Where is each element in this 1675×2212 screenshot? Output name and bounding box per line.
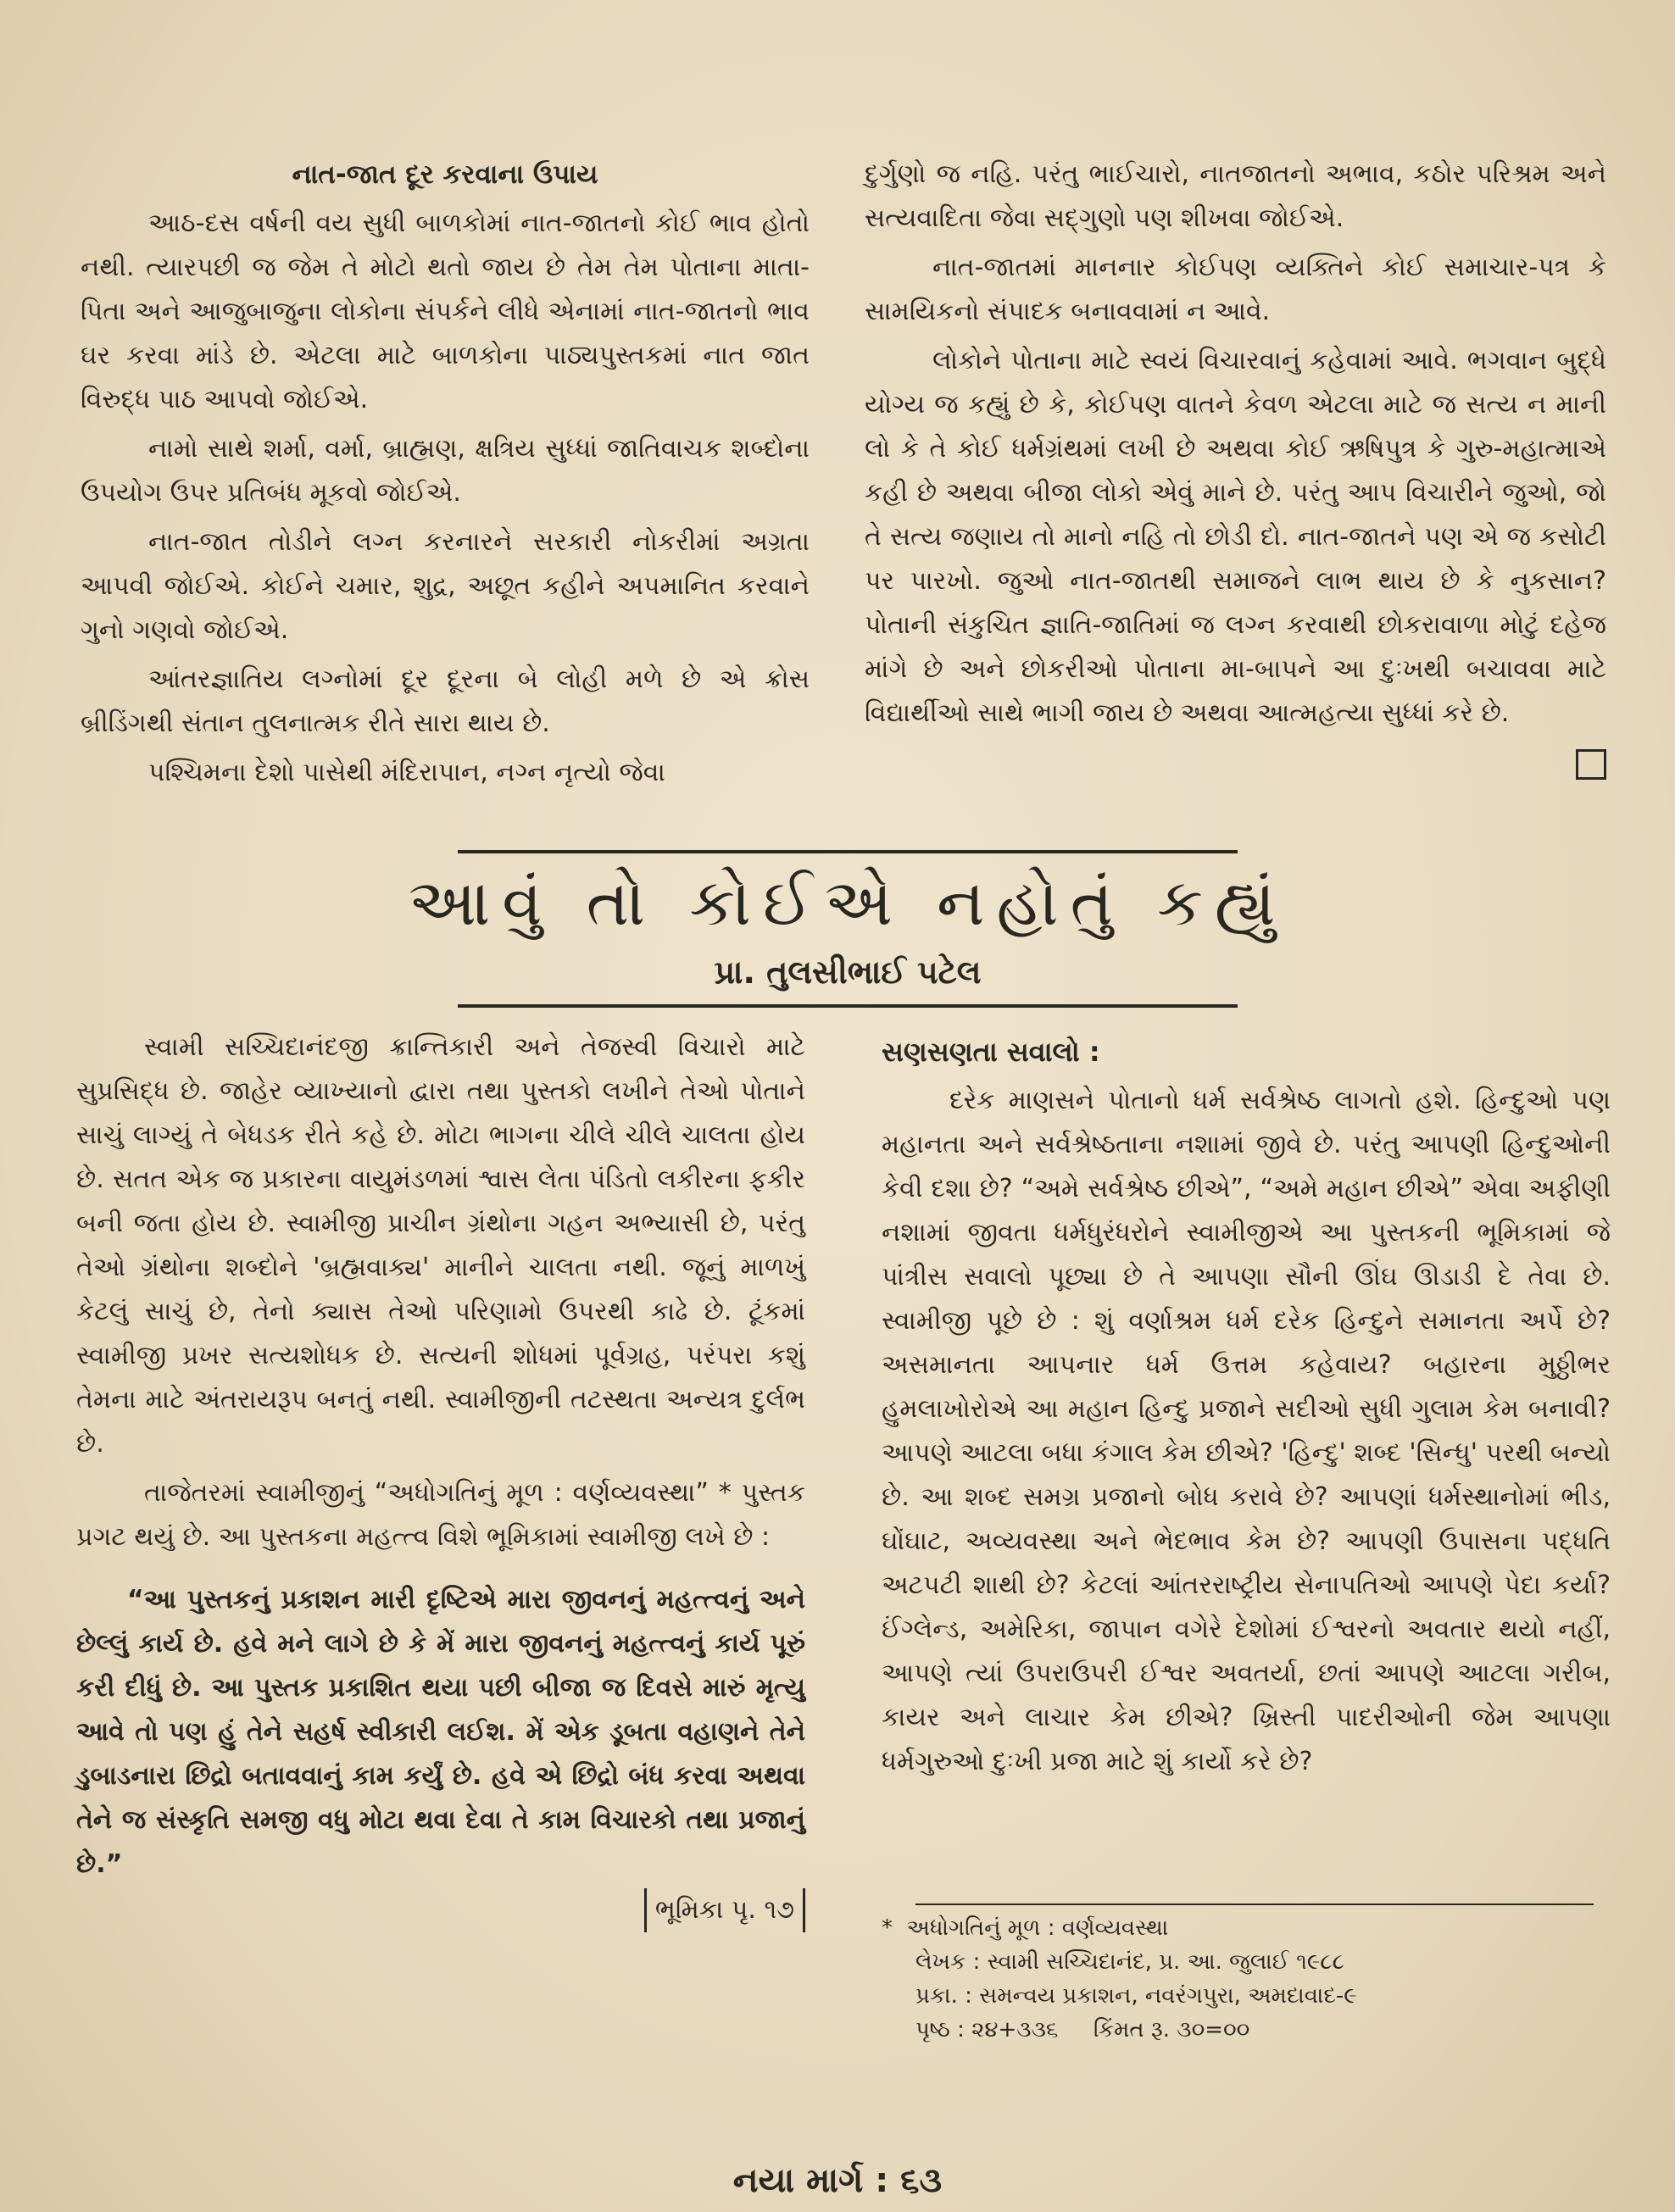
- paragraph: તાજેતરમાં સ્વામીજીનું “અધોગતિનું મૂળ : વર્ણવ્યવસ્થા” * પુસ્તક પ્રગટ થયું છે. આ પુસ્તકના મહત્ત્વ વિશે ભૂમિકામાં સ્વામીજી લખે છે :: [76, 1478, 805, 1552]
- book-quote: [76, 1578, 805, 1887]
- paragraph: નાત-જાતમાં માનનાર કોઈપણ વ્યક્તિને કોઈ સમાચાર-પત્ર કે સામયિકનો સંપાદક બનાવવામાં ન આવે.: [865, 253, 1606, 326]
- book-footnote: [882, 1911, 1594, 2047]
- top-left-column: [81, 153, 810, 800]
- paragraph: આંતરજ્ઞાતિય લગ્નોમાં દૂર દૂરના બે લોહી મળે છે એ ક્રોસ બ્રીડિંગથી સંતાન તુલનાત્મક રીતે સારા થાય છે.: [81, 664, 810, 738]
- paragraph: નાત-જાત તોડીને લગ્ન કરનારને સરકારી નોકરીમાં અગ્રતા આપવી જોઈએ. કોઈને ચમાર, શુદ્ર, અછૂત કહીને અપમાનિત કરવાને ગુનો ગણવો જોઈએ.: [81, 527, 810, 645]
- article-byline: પ્રા. તુલસીભાઈ પટેલ: [714, 953, 982, 991]
- end-of-article-box: [1576, 749, 1606, 780]
- section-heading-questions: સણસણતા સવાલો :: [882, 1036, 1100, 1068]
- footnote-pages-price: પૃષ્ઠ : ૨૪+૩૩૬ કિંમત રૂ. ૩૦=૦૦: [915, 2017, 1250, 2042]
- citation-text: ભૂમિકા પૃ. ૧૭: [644, 1888, 805, 1932]
- quote-text: “આ પુસ્તકનું પ્રકાશન મારી દૃષ્ટિએ મારા જીવનનું મહત્ત્વનું અને છેલ્લું કાર્ય છે. હવે મને લાગે છે કે મેં મારા જીવનનું મહત્ત્વનું કાર્ય પૂરું કરી દીધું છે. આ પુસ્તક પ્રકાશિત થયા પછી બીજા જ દિવસે મારું મૃત્યુ આવે તો પણ હું તેને સહર્ષ સ્વીકારી લઈશ. મેં એક ડૂબતા વહાણને તેને ડુબાડનારા છિદ્રો બતાવવાનું કામ કર્યું છે. હવે એ છિદ્રો બંધ કરવા અથવા તેને જ સંસ્કૃતિ સમજી વધુ મોટા થવા દેવા તે કામ વિચારકો તથા પ્રજાનું છે.”: [76, 1585, 805, 1879]
- paragraph: નામો સાથે શર્મા, વર્મા, બ્રાહ્મણ, ક્ષત્રિય સુધ્ધાં જાતિવાચક શબ્દોના ઉપયોગ ઉપર પ્રતિબંધ મૂકવો જોઈએ.: [81, 434, 810, 508]
- title-rule-bottom: [458, 1004, 1238, 1008]
- bottom-right-column: [882, 1030, 1611, 1789]
- footnote-rule: [915, 1904, 1594, 1905]
- section-heading-caste-remedies: નાત-જાત દૂર કરવાના ઉપાય: [292, 159, 598, 190]
- bottom-left-column: [76, 1025, 805, 1932]
- quote-citation: [76, 1888, 805, 1932]
- paragraph: દરેક માણસને પોતાનો ધર્મ સર્વશ્રેષ્ઠ લાગતો હશે. હિન્દુઓ પણ મહાનતા અને સર્વશ્રેષ્ઠતાના નશામાં જીવે છે. પરંતુ આપણી હિન્દુઓની કેવી દશા છે? “અમે સર્વશ્રેષ્ઠ છીએ”, “અમે મહાન છીએ” એવા અફીણી નશામાં જીવતા ધર્મધુરંધરોને સ્વામીજીએ આ પુસ્તકની ભૂમિકામાં જે પાંત્રીસ સવાલો પૂછ્યા છે તે આપણા સૌની ઊંઘ ઊડાડી દે તેવા છે. સ્વામીજી પૂછે છે : શું વર્ણાશ્રમ ધર્મ દરેક હિન્દુને સમાનતા અર્પે છે? અસમાનતા આપનાર ધર્મ ઉત્તમ કહેવાય? બહારના મુઠ્ઠીભર હુમલાખોરોએ આ મહાન હિન્દુ પ્રજાને સદીઓ સુધી ગુલામ કેમ બનાવી? આપણે આટલા બધા કંગાલ કેમ છીએ? 'હિન્દુ' શબ્દ 'સિન્ધુ' પરથી બન્યો છે. આ શબ્દ સમગ્ર પ્રજાનો બોધ કરાવે છે? આપણાં ધર્મસ્થાનોમાં ભીડ, ઘોંઘાટ, અવ્યવસ્થા અને ભેદભાવ કેમ છે? આપણી ઉપાસના પદ્ધતિ અટપટી શાથી છે? કેટલાં આંતરરાષ્ટ્રીય સેનાપતિઓ આપણે પેદા કર્યા? ઈંગ્લેન્ડ, અમેરિકા, જાપાન વગેરે દેશોમાં ઈશ્વરનો અવતાર થયો નહીં, આપણે ત્યાં ઉપરાઉપરી ઈશ્વર અવતર્યા, છતાં આપણે આટલા ગરીબ, કાયર અને લાચાર કેમ છીએ? ખ્રિસ્તી પાદરીઓની જેમ આપણા ધર્મગુરુઓ દુઃખી પ્રજા માટે શું કાર્યો કરે છે?: [882, 1086, 1611, 1776]
- paragraph: લોકોને પોતાના માટે સ્વયં વિચારવાનું કહેવામાં આવે. ભગવાન બુદ્ધે યોગ્ય જ કહ્યું છે કે, કોઈપણ વાતને કેવળ એટલા માટે જ સત્ય ન માની લો કે તે કોઈ ધર્મગ્રંથમાં લખી છે અથવા કોઈ ઋષિપુત્ર કે ગુરુ-મહાત્માએ કહી છે અથવા બીજા લોકો એવું માને છે. પરંતુ આપ વિચારીને જુઓ, જો તે સત્ય જણાય તો માનો નહિ તો છોડી દો. નાત-જાતને પણ એ જ કસોટી પર પારખો. જુઓ નાત-જાતથી સમાજને લાભ થાય છે કે નુકસાન? પોતાની સંકુચિત જ્ઞાતિ-જાતિમાં જ લગ્ન કરવાથી છોકરાવાળા મોટું દહેજ માંગે છે અને છોકરીઓ પોતાના મા-બાપને આ દુઃખથી બચાવવા માટે વિદ્યાર્થીઓ સાથે ભાગી જાય છે અથવા આત્મહત્યા સુધ્ધાં કરે છે.: [865, 346, 1606, 728]
- paragraph: દુર્ગુણો જ નહિ. પરંતુ ભાઈચારો, નાતજાતનો અભાવ, કઠોર પરિશ્રમ અને સત્યવાદિતા જેવા સદ્ગુણો પણ શીખવા જોઈએ.: [865, 159, 1606, 233]
- page-footer: નયા માર્ગ : ૬૩: [732, 2161, 943, 2200]
- footnote-title: * અધોગતિનું મૂળ : વર્ણવ્યવસ્થા: [882, 1915, 1169, 1941]
- paragraph: સ્વામી સચ્ચિદાનંદજી ક્રાન્તિકારી અને તેજસ્વી વિચારો માટે સુપ્રસિદ્ધ છે. જાહેર વ્યાખ્યાનો દ્વારા તથા પુસ્તકો લખીને તેઓ પોતાને સાચું લાગ્યું તે બેધડક રીતે કહે છે. મોટા ભાગના ચીલે ચીલે ચાલતા હોય છે. સતત એક જ પ્રકારના વાયુમંડળમાં શ્વાસ લેતા પંડિતો લકીરના ફકીર બની જતા હોય છે. સ્વામીજી પ્રાચીન ગ્રંથોના ગહન અભ્યાસી છે, પરંતુ તેઓ ગ્રંથોના શબ્દોને 'બ્રહ્મવાક્ય' માનીને ચાલતા નથી. જૂનું માળખું કેટલું સાચું છે, તેનો ક્યાસ તેઓ પરિણામો ઉપરથી કાઢે છે. ટૂંકમાં સ્વામીજી પ્રખર સત્યશોધક છે. સત્યની શોધમાં પૂર્વગ્રહ, પરંપરા કશું તેમના માટે અંતરાયરૂપ બનતું નથી. સ્વામીજીની તટસ્થતા અન્યત્ર દુર્લભ છે.: [76, 1032, 805, 1459]
- paragraph: આઠ-દસ વર્ષની વય સુધી બાળકોમાં નાત-જાતનો કોઈ ભાવ હોતો નથી. ત્યારપછી જ જેમ તે મોટો થતો જાય છે તેમ તેમ પોતાના માતા-પિતા અને આજુબાજુના લોકોના સંપર્કને લીધે એનામાં નાત-જાતનો ભાવ ઘર કરવા માંડે છે. એટલા માટે બાળકોના પાઠ્યપુસ્તકમાં નાત જાત વિરુદ્ધ પાઠ આપવો જોઈએ.: [81, 208, 810, 414]
- top-right-column: [865, 153, 1606, 780]
- footnote-author: લેખક : સ્વામી સચ્ચિદાનંદ, પ્ર. આ. જુલાઈ ૧૯૮૮: [915, 1949, 1344, 1975]
- article-title: આવું તો કોઈએ નહોતું કહ્યું: [408, 864, 1288, 940]
- title-rule-top: [458, 850, 1238, 853]
- paragraph: પશ્ચિમના દેશો પાસેથી મંદિરાપાન, નગ્ન નૃત્યો જેવા: [148, 758, 665, 787]
- footnote-publisher: પ્રકા. : સમન્વય પ્રકાશન, નવરંગપુરા, અમદાવાદ-૯: [915, 1983, 1357, 2009]
